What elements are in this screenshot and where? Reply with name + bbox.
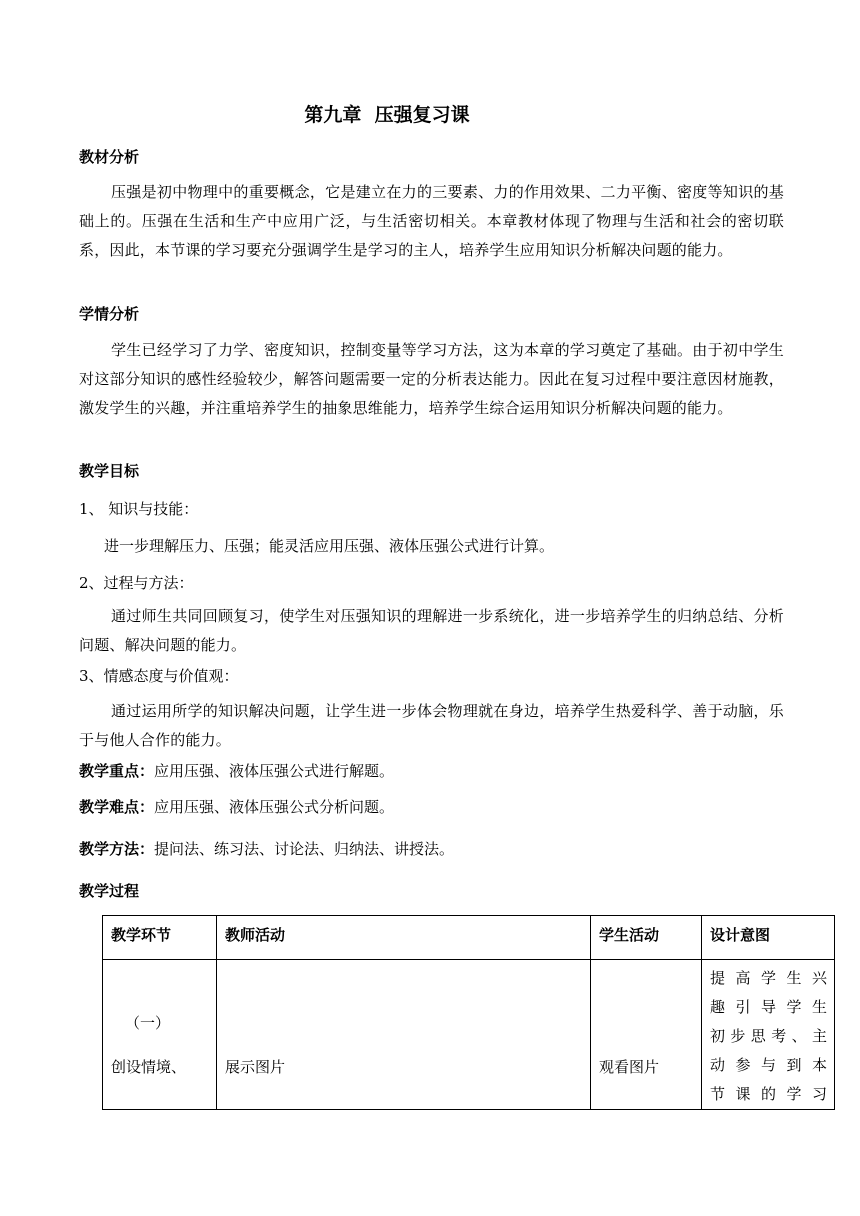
objectives-heading: 教学目标 [79, 462, 140, 480]
difficulty-label: 教学难点： [79, 798, 155, 816]
intent-line: 趣引导学生 [710, 998, 828, 1016]
intent-line: 提高学生兴 [710, 969, 828, 987]
student-activity-text: 观看图片 [599, 1058, 660, 1076]
student-analysis-text: 学生已经学习了力学、密度知识，控制变量等学习方法，这为本章的学习奠定了基础。由于初中学生对这部分知识的感性经验较少，解答问题需要一定的分析表达能力。因此在复习过程中要注意因材施教，激发学生的兴趣，并注重培养学生的抽象思维能力，培养学生综合运用知识分析解决问题的能力。 [79, 341, 784, 417]
teacher-activity-cell [217, 960, 591, 1110]
method-text: 提问法、练习法、讨论法、归纳法、讲授法。 [154, 840, 455, 858]
stage-name: 创设情境、 [111, 1058, 187, 1076]
method-row [79, 838, 454, 859]
header-stage: 教学环节 [103, 916, 217, 960]
objective-3-text: 通过运用所学的知识解决问题，让学生进一步体会物理就在身边，培养学生热爱科学、善于动脑，乐于与他人合作的能力。 [79, 702, 784, 749]
key-point-label: 教学重点： [79, 762, 155, 780]
intent-line: 动参与到本 [710, 1056, 828, 1074]
header-teacher-activity: 教师活动 [217, 916, 591, 960]
stage-cell [103, 960, 217, 1110]
material-analysis-text: 压强是初中物理中的重要概念，它是建立在力的三要素、力的作用效果、二力平衡、密度等知识的基础上的。压强在生活和生产中应用广泛，与生活密切相关。本章教材体现了物理与生活和社会的密切联系，因此，本节课的学习要充分强调学生是学习的主人，培养学生应用知识分析解决问题的能力。 [79, 183, 784, 259]
process-heading: 教学过程 [79, 882, 140, 900]
objective-2-text: 通过师生共同回顾复习，使学生对压强知识的理解进一步系统化，进一步培养学生的归纳总结、分析问题、解决问题的能力。 [79, 607, 784, 654]
objective-1-label: 1、 知识与技能： [79, 500, 199, 518]
student-activity-cell [591, 960, 702, 1110]
table-row [103, 960, 835, 1110]
key-point-row [79, 760, 394, 781]
teacher-activity-text: 展示图片 [225, 1058, 286, 1076]
header-design-intent: 设计意图 [702, 916, 835, 960]
key-point-text: 应用压强、液体压强公式进行解题。 [154, 762, 395, 780]
material-analysis-heading: 教材分析 [79, 148, 140, 166]
student-analysis-heading: 学情分析 [79, 305, 140, 323]
table-header-row [103, 916, 835, 960]
difficulty-row [79, 796, 394, 817]
objective-3-label: 3、情感态度与价值观： [79, 667, 239, 685]
difficulty-text: 应用压强、液体压强公式分析问题。 [154, 798, 395, 816]
objective-2-label: 2、过程与方法： [79, 574, 194, 592]
design-intent-cell [702, 960, 835, 1110]
page-title: 第九章 压强复习课 [304, 104, 470, 126]
objective-1-text: 进一步理解压力、压强；能灵活应用压强、液体压强公式进行计算。 [104, 537, 555, 555]
method-label: 教学方法： [79, 840, 155, 858]
process-table [102, 915, 835, 1110]
intent-line: 初步思考、主 [710, 1027, 828, 1045]
design-intent-text [702, 960, 834, 1109]
intent-line: 节课的学习 [710, 1085, 828, 1103]
stage-number: （一） [125, 1014, 171, 1032]
header-student-activity: 学生活动 [591, 916, 702, 960]
